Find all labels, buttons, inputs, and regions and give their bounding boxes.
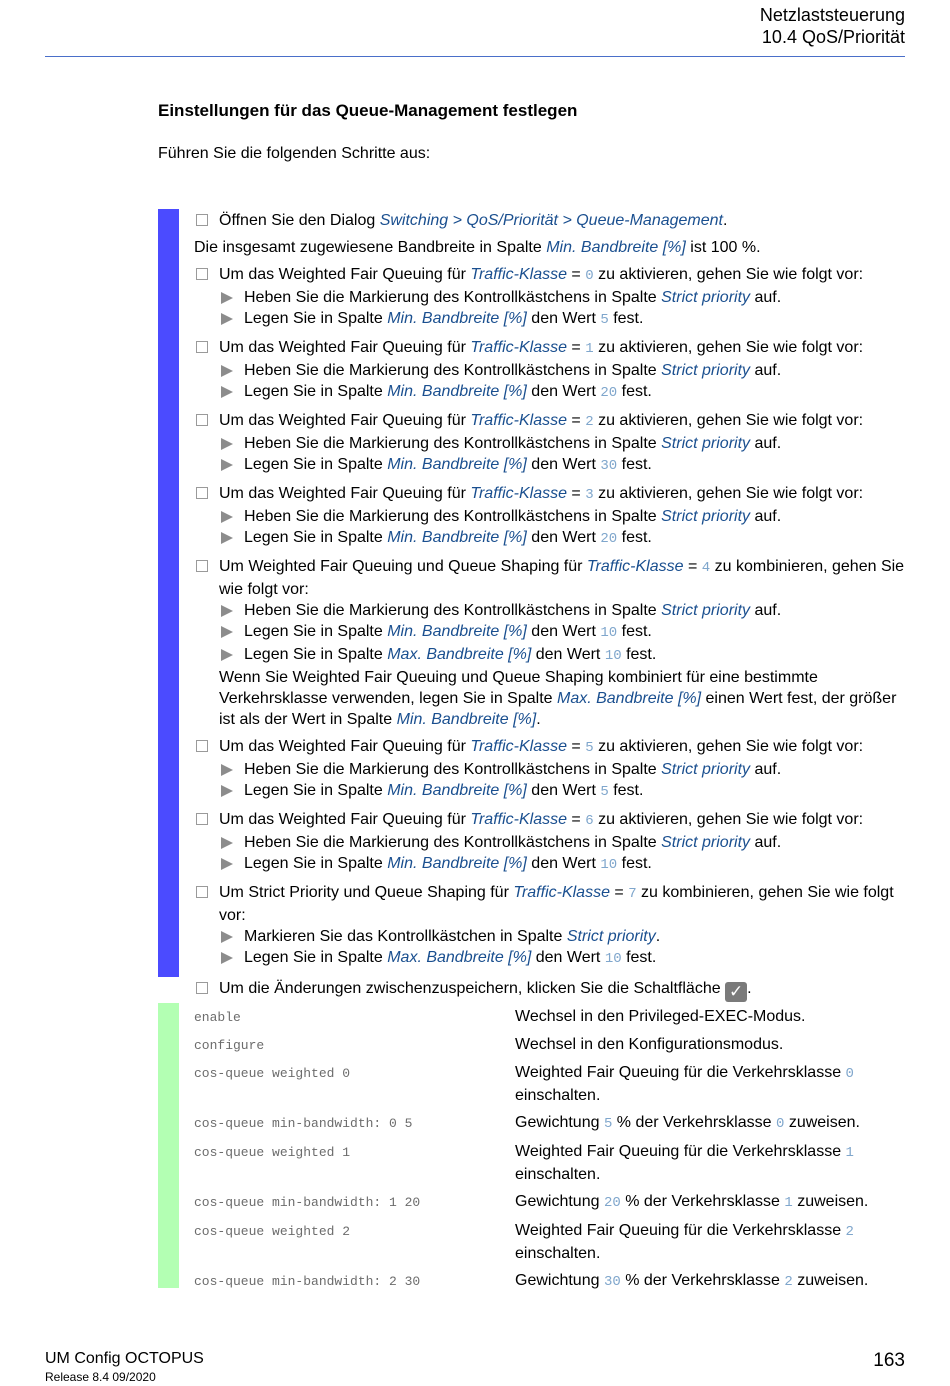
cli-table [194,1006,909,1299]
checkbox-icon [196,268,208,280]
arrow-icon [221,365,233,377]
checkbox-icon [196,341,208,353]
step-wfq-class-5: Um das Weighted Fair Queuing für Traffic-Klasse = 5 zu aktivieren, gehen Sie wie folgt vor: Heben Sie die Markierung des Kontrollkästchens in Spalte Strict priority auf. Legen Sie in Spalte Min. Bandbreite [%] den Wert 5 fest. [194,736,909,803]
cli-command: enable [194,1010,241,1025]
running-header [760,4,905,48]
cli-row [194,1034,909,1056]
checkbox-icon [196,560,208,572]
footer-document: UM Config OCTOPUS [45,1350,204,1367]
cli-description: Weighted Fair Queuing für die Verkehrsklasse 2 einschalten. [515,1222,854,1262]
checkbox-icon [196,982,208,994]
step-save: Um die Änderungen zwischenzuspeichern, klicken Sie die Schaltfläche ✓ . [194,978,909,1002]
checkbox-icon [196,487,208,499]
sub-step: Legen Sie in Spalte Min. Bandbreite [%] den Wert 10 fest. [219,621,909,644]
cli-command: cos-queue weighted 0 [194,1066,351,1081]
sub-step: Legen Sie in Spalte Max. Bandbreite [%] den Wert 10 fest. [219,947,909,970]
bandwidth-note: Die insgesamt zugewiesene Bandbreite in Spalte Min. Bandbreite [%] ist 100 %. [194,239,761,256]
arrow-icon [221,626,233,638]
arrow-icon [221,837,233,849]
sub-step: Legen Sie in Spalte Min. Bandbreite [%] den Wert 5 fest. [219,780,909,803]
sub-step: Markieren Sie das Kontrollkästchen in Spalte Strict priority. [219,926,909,947]
header-chapter: Netzlaststeuerung [759,5,905,25]
cli-description: Weighted Fair Queuing für die Verkehrsklasse 0 einschalten. [515,1064,854,1104]
sub-step: Heben Sie die Markierung des Kontrollkästchens in Spalte Strict priority auf. [219,287,909,308]
arrow-icon [221,649,233,661]
sub-step: Legen Sie in Spalte Min. Bandbreite [%] den Wert 20 fest. [219,381,909,404]
checkbox-icon [196,214,208,226]
sub-step: Legen Sie in Spalte Min. Bandbreite [%] den Wert 5 fest. [219,308,909,331]
cli-row [194,1006,909,1028]
arrow-icon [221,952,233,964]
footer-release: Release 8.4 09/2020 [45,1370,156,1384]
cli-row [194,1112,909,1135]
step-wfq-class-6: Um das Weighted Fair Queuing für Traffic-Klasse = 6 zu aktivieren, gehen Sie wie folgt vor: Heben Sie die Markierung des Kontrollkästchens in Spalte Strict priority auf. Legen Sie in Spalte Min. Bandbreite [%] den Wert 10 fest. [194,809,909,876]
cli-row [194,1270,909,1293]
arrow-icon [221,511,233,523]
footer [45,1350,204,1386]
step-wfq-class-0: Um das Weighted Fair Queuing für Traffic-Klasse = 0 zu aktivieren, gehen Sie wie folgt vor: Heben Sie die Markierung des Kontrollkästchens in Spalte Strict priority auf. Legen Sie in Spalte Min. Bandbreite [%] den Wert 5 fest. [194,264,909,331]
arrow-icon [221,785,233,797]
arrow-icon [221,313,233,325]
step-shaping-class-4: Um Weighted Fair Queuing und Queue Shaping für Traffic-Klasse = 4 zu kombinieren, gehen Sie wie folgt vor: Heben Sie die Markierung des Kontrollkästchens in Spalte Strict priority auf. Legen Sie in Spalte Min. Bandbreite [%] den Wert 10 fest. Legen Sie in Spalte Max. Bandbreite [%] den Wert 10 fest. Wenn Sie Weighted Fair Queuing und Queue Shaping kombiniert für eine bestimmte Verkehrsklasse verwenden, legen Sie in Spalte Max. Bandbreite [%] einen Wert fest, der größer ist als der Wert in Spalte Min. Bandbreite [%]. [194,556,909,730]
cli-description: Wechsel in den Privileged-EXEC-Modus. [515,1008,806,1025]
cli-row [194,1062,909,1106]
step-open-dialog: Öffnen Sie den Dialog Switching > QoS/Priorität > Queue-Management. [194,210,909,231]
cli-row [194,1191,909,1214]
sub-step: Legen Sie in Spalte Min. Bandbreite [%] den Wert 30 fest. [219,454,909,477]
sub-step: Heben Sie die Markierung des Kontrollkästchens in Spalte Strict priority auf. [219,832,909,853]
header-rule [45,56,905,57]
checkbox-icon [196,740,208,752]
cli-description: Wechsel in den Konfigurationsmodus. [515,1036,784,1053]
arrow-icon [221,764,233,776]
arrow-icon [221,858,233,870]
cli-command: cos-queue min-bandwidth: 2 30 [194,1274,421,1289]
checkbox-icon [196,414,208,426]
step-strict-class-7: Um Strict Priority und Queue Shaping für Traffic-Klasse = 7 zu kombinieren, gehen Sie wie folgt vor: Markieren Sie das Kontrollkästchen in Spalte Strict priority. Legen Sie in Spalte Max. Bandbreite [%] den Wert 10 fest. [194,882,909,970]
sub-step: Heben Sie die Markierung des Kontrollkästchens in Spalte Strict priority auf. [219,433,909,454]
arrow-icon [221,386,233,398]
checkbox-icon [196,813,208,825]
cli-command: cos-queue weighted 2 [194,1224,351,1239]
steps-marker-bar [158,209,179,977]
save-checkmark-icon: ✓ [725,982,747,1002]
sub-step: Heben Sie die Markierung des Kontrollkästchens in Spalte Strict priority auf. [219,600,909,621]
cli-command: cos-queue min-bandwidth: 1 20 [194,1195,421,1210]
sub-step: Heben Sie die Markierung des Kontrollkästchens in Spalte Strict priority auf. [219,759,909,780]
cli-command: cos-queue weighted 1 [194,1145,351,1160]
step-wfq-class-3: Um das Weighted Fair Queuing für Traffic-Klasse = 3 zu aktivieren, gehen Sie wie folgt vor: Heben Sie die Markierung des Kontrollkästchens in Spalte Strict priority auf. Legen Sie in Spalte Min. Bandbreite [%] den Wert 20 fest. [194,483,909,550]
arrow-icon [221,931,233,943]
step-wfq-class-1: Um das Weighted Fair Queuing für Traffic-Klasse = 1 zu aktivieren, gehen Sie wie folgt vor: Heben Sie die Markierung des Kontrollkästchens in Spalte Strict priority auf. Legen Sie in Spalte Min. Bandbreite [%] den Wert 20 fest. [194,337,909,404]
cli-marker-bar [158,1003,179,1288]
header-section: 10.4 QoS/Priorität [761,27,905,47]
intro-text: Führen Sie die folgenden Schritte aus: [158,145,431,162]
step-list [194,210,909,1008]
cli-command: cos-queue min-bandwidth: 0 5 [194,1116,413,1131]
section-title: Einstellungen für das Queue-Management festlegen [158,101,578,120]
arrow-icon [221,532,233,544]
sub-step: Legen Sie in Spalte Max. Bandbreite [%] den Wert 10 fest. [219,644,909,667]
cli-command: configure [194,1038,265,1053]
sub-step: Heben Sie die Markierung des Kontrollkästchens in Spalte Strict priority auf. [219,506,909,527]
cli-row [194,1141,909,1185]
cli-description: Gewichtung 30 % der Verkehrsklasse 2 zuweisen. [515,1272,869,1290]
sub-step: Legen Sie in Spalte Min. Bandbreite [%] den Wert 20 fest. [219,527,909,550]
cli-description: Gewichtung 20 % der Verkehrsklasse 1 zuweisen. [515,1193,869,1211]
arrow-icon [221,459,233,471]
sub-step: Heben Sie die Markierung des Kontrollkästchens in Spalte Strict priority auf. [219,360,909,381]
arrow-icon [221,438,233,450]
checkbox-icon [196,886,208,898]
arrow-icon [221,605,233,617]
page-number: 163 [873,1350,905,1371]
menu-path: Switching > QoS/Priorität > Queue-Management [379,212,723,229]
step-wfq-class-2: Um das Weighted Fair Queuing für Traffic-Klasse = 2 zu aktivieren, gehen Sie wie folgt vor: Heben Sie die Markierung des Kontrollkästchens in Spalte Strict priority auf. Legen Sie in Spalte Min. Bandbreite [%] den Wert 30 fest. [194,410,909,477]
sub-step: Legen Sie in Spalte Min. Bandbreite [%] den Wert 10 fest. [219,853,909,876]
arrow-icon [221,292,233,304]
cli-description: Weighted Fair Queuing für die Verkehrsklasse 1 einschalten. [515,1143,854,1183]
shaping-note: Wenn Sie Weighted Fair Queuing und Queue Shaping kombiniert für eine bestimmte Verkehrsklasse verwenden, legen Sie in Spalte Max. Bandbreite [%] einen Wert fest, der größer ist als der Wert in Spalte Min. Bandbreite [%]. [219,669,897,728]
cli-description: Gewichtung 5 % der Verkehrsklasse 0 zuweisen. [515,1114,860,1132]
cli-row [194,1220,909,1264]
